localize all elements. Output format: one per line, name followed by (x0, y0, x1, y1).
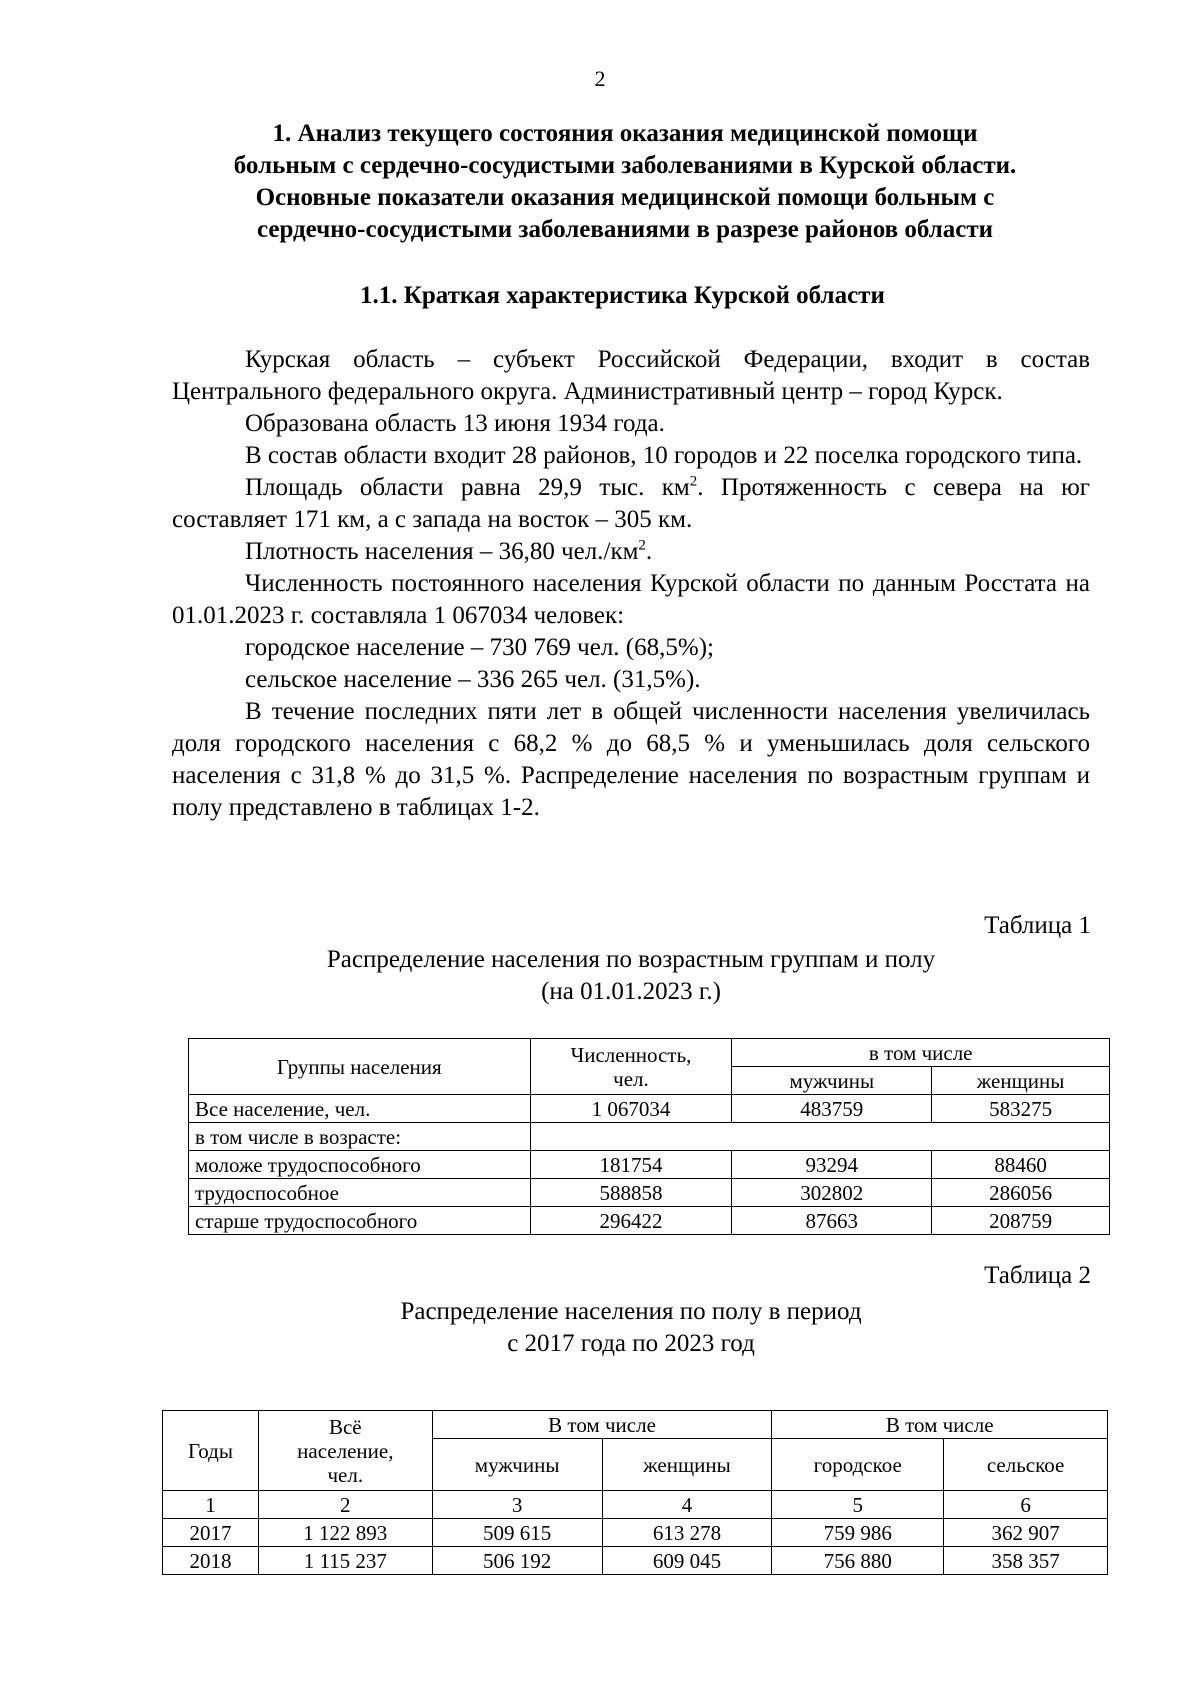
table-row (163, 1491, 1108, 1519)
cell: 93294 (732, 1151, 932, 1179)
paragraph: Образована область 13 июня 1934 года. (245, 410, 665, 437)
table2-label: Таблица 2 (984, 1262, 1091, 1289)
cell: 2017 (163, 1519, 259, 1547)
table1 (188, 1038, 1110, 1235)
header-cell (258, 1411, 432, 1491)
cell: 1 067034 (530, 1095, 732, 1123)
table1-caption (0, 944, 1200, 1008)
table2-caption (0, 1296, 1200, 1360)
cell: 509 615 (432, 1519, 602, 1547)
table1-label: Таблица 1 (984, 912, 1091, 939)
row-label: трудоспособное (189, 1179, 531, 1207)
row-label: в том числе в возрасте: (189, 1123, 531, 1151)
paragraph (172, 536, 1090, 568)
cell: 1 115 237 (258, 1547, 432, 1575)
cell: 609 045 (602, 1547, 772, 1575)
heading-line: Основные показатели оказания медицинской помощи больным с (255, 184, 995, 211)
paragraph: сельское население – 336 265 чел. (31,5%). (245, 666, 701, 693)
table2 (162, 1410, 1108, 1575)
area-text: Площадь области равна 29,9 тыс. км (245, 474, 690, 501)
cell: 759 986 (772, 1519, 944, 1547)
header-cell: городское (772, 1439, 944, 1491)
cell: 286056 (932, 1179, 1110, 1207)
density-text: Плотность населения – 36,80 чел./км (245, 538, 639, 565)
caption-line: Распределение населения по возрастным группам и полу (326, 946, 936, 973)
cell: 208759 (932, 1207, 1110, 1235)
cell: 88460 (932, 1151, 1110, 1179)
header-cell: В том числе (432, 1411, 772, 1439)
cell: 756 880 (772, 1547, 944, 1575)
superscript: 2 (689, 473, 698, 490)
cell: 181754 (530, 1151, 732, 1179)
cell: 362 907 (944, 1519, 1108, 1547)
heading-line: сердечно-сосудистыми заболеваниями в разрезе районов области (256, 216, 994, 243)
header-cell (530, 1039, 732, 1095)
caption-line: (на 01.01.2023 г.) (541, 978, 721, 1005)
header-cell: в том числе (732, 1039, 1110, 1067)
table-row (189, 1151, 1110, 1179)
cell: 506 192 (432, 1547, 602, 1575)
row-label: старше трудоспособного (189, 1207, 531, 1235)
section-heading (150, 118, 1100, 246)
page-number: 2 (594, 66, 606, 91)
header-cell: женщины (932, 1067, 1110, 1095)
row-label: Все население, чел. (189, 1095, 531, 1123)
header-line: чел. (327, 1462, 364, 1487)
row-label: моложе трудоспособного (189, 1151, 531, 1179)
table-row (163, 1519, 1108, 1547)
table-row (189, 1207, 1110, 1235)
paragraph (172, 472, 1090, 536)
subsection-heading: 1.1. Краткая характеристика Курской области (360, 282, 885, 309)
header-line: Численность, (570, 1042, 692, 1067)
density-text-rest: . (645, 538, 653, 565)
area-text-rest: . Протяженность с севера на юг составляет 171 км, а с запада на восток – 305 км. (172, 474, 1090, 533)
paragraph: Курская область – субъект Российской Федерации, входит в состав Центрального федерального округа. Административный центр – город Курск. (172, 346, 1090, 405)
header-cell: сельское (944, 1439, 1108, 1491)
header-line: Всё (328, 1414, 362, 1439)
header-cell: Годы (163, 1411, 259, 1491)
header-cell: мужчины (432, 1439, 602, 1491)
body-text (172, 344, 1090, 824)
header-cell: женщины (602, 1439, 772, 1491)
cell: 296422 (530, 1207, 732, 1235)
cell: 613 278 (602, 1519, 772, 1547)
cell: 1 122 893 (258, 1519, 432, 1547)
caption-line: с 2017 года по 2023 год (507, 1330, 755, 1357)
superscript: 2 (638, 537, 646, 554)
table-row (163, 1547, 1108, 1575)
col-number: 3 (432, 1491, 602, 1519)
col-number: 4 (602, 1491, 772, 1519)
cell: 583275 (932, 1095, 1110, 1123)
empty-cell (530, 1123, 1109, 1151)
caption-line: Распределение населения по полу в период (400, 1298, 862, 1325)
paragraph: Численность постоянного населения Курской области по данным Росстата на 01.01.2023 г. составляла 1 067034 человек: (172, 570, 1090, 629)
col-number: 6 (944, 1491, 1108, 1519)
table-row (189, 1095, 1110, 1123)
header-line: население, (297, 1438, 394, 1463)
paragraph: В состав области входит 28 районов, 10 городов и 22 поселка городского типа. (245, 442, 1083, 469)
cell: 358 357 (944, 1547, 1108, 1575)
heading-line: 1. Анализ текущего состояния оказания медицинской помощи (272, 120, 978, 147)
col-number: 5 (772, 1491, 944, 1519)
header-cell: Группы населения (189, 1039, 531, 1095)
col-number: 2 (258, 1491, 432, 1519)
col-number: 1 (163, 1491, 259, 1519)
header-cell: В том числе (772, 1411, 1108, 1439)
paragraph: городское население – 730 769 чел. (68,5%); (245, 634, 714, 661)
header-cell: мужчины (732, 1067, 932, 1095)
cell: 588858 (530, 1179, 732, 1207)
table-row (189, 1123, 1110, 1151)
cell: 87663 (732, 1207, 932, 1235)
cell: 483759 (732, 1095, 932, 1123)
cell: 302802 (732, 1179, 932, 1207)
header-line: чел. (613, 1066, 649, 1091)
heading-line: больным с сердечно-сосудистыми заболеваниями в Курской области. (233, 152, 1017, 179)
cell: 2018 (163, 1547, 259, 1575)
table-row (189, 1179, 1110, 1207)
paragraph: В течение последних пяти лет в общей численности населения увеличилась доля городского населения с 68,2 % до 68,5 % и уменьшилась доля сельского населения с 31,8 % до 31,5 %. Распределение населения по возрастным группам и полу представлено в таблицах 1-2. (172, 698, 1090, 821)
